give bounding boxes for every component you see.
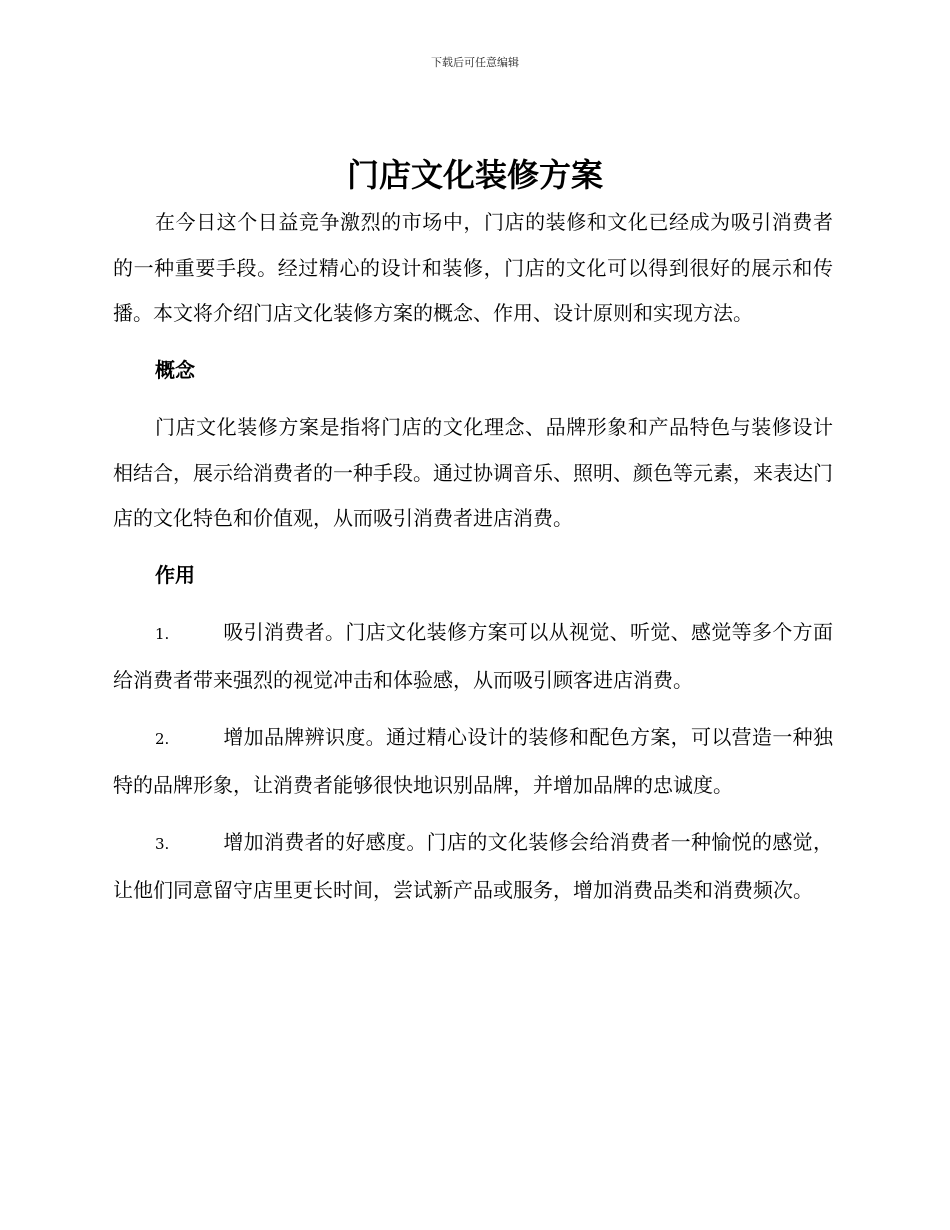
- list-item-number: 1.: [155, 625, 170, 643]
- list-item-number: 2.: [155, 730, 170, 748]
- intro-paragraph: 在今日这个日益竞争激烈的市场中，门店的装修和文化已经成为吸引消费者的一种重要手段。经过精心的设计和装修，门店的文化可以得到很好的展示和传播。本文将介绍门店文化装修方案的概念、作用、设计原则和实现方法。: [113, 210, 833, 325]
- section-heading-function: 作用: [155, 562, 195, 587]
- header-note: 下载后可任意编辑: [431, 56, 519, 69]
- document-title: 门店文化装修方案: [346, 156, 603, 194]
- list-item-text: 增加品牌辨识度。通过精心设计的装修和配色方案，可以营造一种独特的品牌形象，让消费者能够很快地识别品牌，并增加品牌的忠诚度。: [113, 725, 833, 797]
- list-item-text: 吸引消费者。门店文化装修方案可以从视觉、听觉、感觉等多个方面给消费者带来强烈的视觉冲击和体验感，从而吸引顾客进店消费。: [113, 620, 833, 692]
- list-item-number: 3.: [155, 835, 170, 853]
- list-item: [113, 715, 833, 808]
- list-item: [113, 820, 833, 913]
- document-body: [113, 200, 833, 913]
- concept-paragraph: 门店文化装修方案是指将门店的文化理念、品牌形象和产品特色与装修设计相结合，展示给消费者的一种手段。通过协调音乐、照明、颜色等元素，来表达门店的文化特色和价值观，从而吸引消费者进店消费。: [113, 415, 833, 530]
- list-item: [113, 610, 833, 703]
- list-item-text: 增加消费者的好感度。门店的文化装修会给消费者一种愉悦的感觉，让他们同意留守店里更长时间，尝试新产品或服务，增加消费品类和消费频次。: [113, 830, 833, 902]
- section-heading-concept: 概念: [155, 357, 195, 382]
